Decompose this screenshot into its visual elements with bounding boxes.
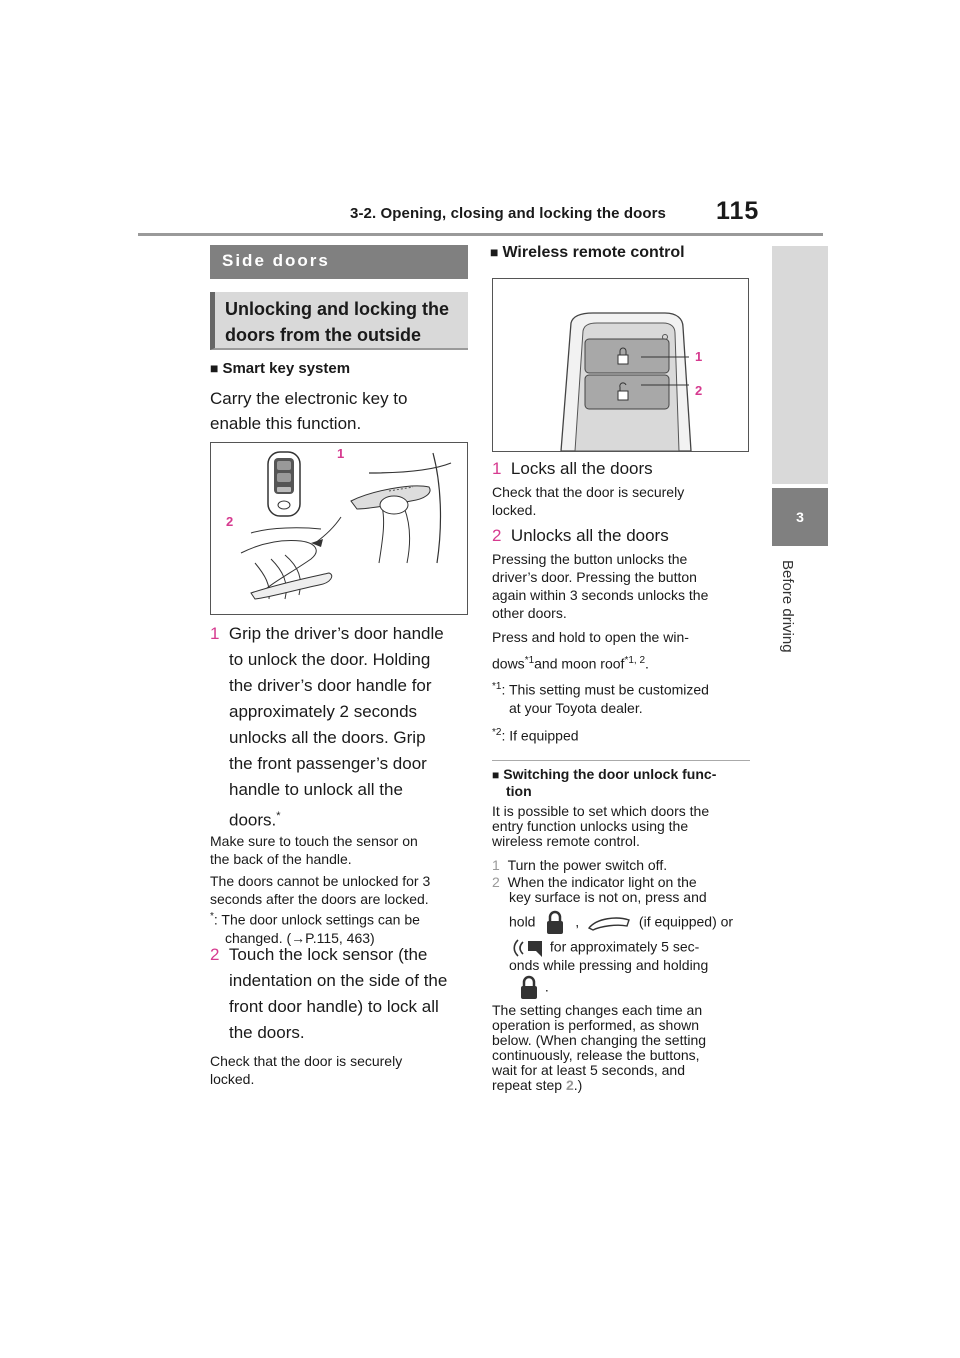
footnote-1: $^{*1}$: This setting must be customized at your Toyota dealer.: [492, 681, 709, 716]
footnote-2: $^{*2}$: If equipped: [492, 727, 579, 744]
smart-key-figure: [210, 442, 468, 615]
chapter-number: 3: [772, 488, 828, 546]
switch-step-2-panic: for approximately 5 sec-: [512, 937, 762, 959]
step-1-number: 1: [210, 624, 220, 643]
note-check-locked: Check that the door is securely locked.: [210, 1053, 403, 1087]
tailgate-icon: [587, 914, 631, 932]
section-title: 3-2. Opening, closing and locking the doors: [350, 205, 666, 222]
figure-label-1: 1: [337, 446, 345, 461]
lock-icon: [543, 910, 567, 936]
item-1-note: Check that the door is securely locked.: [492, 484, 685, 518]
footnote-settings: *: The door unlock settings can be changed. (→P.115, 463): [210, 911, 420, 946]
switch-intro: It is possible to set which doors the entry function unlocks using the wireless remote control.: [492, 803, 710, 849]
switch-step-2-icons: hold , (if equipped) or: [509, 910, 759, 936]
chapter-label: Before driving: [779, 560, 796, 653]
switch-step-2: 2 When the indicator light on the key surface is not on, press and: [492, 874, 707, 905]
note-sensor: Make sure to touch the sensor on the back of the handle.: [210, 833, 418, 867]
step-1: 1 Grip the driver’s door handle to unlock the door. Holding the driver’s door handle for approximately 2 seconds unlocks all the doors. Grip the front passenger’s door handle to unlock all the doors.*: [210, 624, 444, 830]
remote-key-illustration: [493, 279, 748, 451]
step-2-number: 2: [210, 945, 220, 964]
switch-unlock-heading: ■ Switching the door unlock func- tion: [492, 766, 717, 799]
switch-step-2-lock: .: [517, 975, 577, 1001]
hold-note: Press and hold to open the win- dows$^{*1}$and moon roof$^{*1, 2}$.: [492, 629, 689, 672]
item-2-note: Pressing the button unlocks the driver’s door. Pressing the button again within 3 seconds unlocks the other doors.: [492, 551, 709, 621]
smart-key-heading: ■ Smart key system: [210, 360, 351, 377]
page-number: 115: [716, 197, 760, 225]
item-1: 1 Locks all the doors: [492, 459, 653, 478]
unlock-lock-heading: Unlocking and locking the doors from the outside: [210, 292, 468, 350]
header-rule: [138, 233, 823, 236]
switch-closing: The setting changes each time an operation is performed, as shown below. (When changing the setting continuously, release the buttons, wait for at least 5 seconds, and repeat step 2.): [492, 1002, 707, 1093]
step-2: 2 Touch the lock sensor (the indentation on the side of the front door handle) to lock all the doors.: [210, 945, 448, 1042]
item-2: 2 Unlocks all the doors: [492, 526, 669, 545]
smart-key-intro: Carry the electronic key to enable this function.: [210, 389, 408, 433]
switch-step-1: 1 Turn the power switch off.: [492, 857, 668, 873]
chapter-tab-bar: [772, 246, 828, 484]
wireless-remote-figure: [492, 278, 749, 452]
wireless-heading: ■ Wireless remote control: [490, 244, 685, 261]
lock-icon: [517, 975, 541, 1001]
remote-label-1: 1: [695, 349, 703, 364]
square-bullet-icon: ■: [490, 244, 499, 260]
hand-door-handle-illustration: [211, 443, 467, 614]
switch-step-2-line5: onds while pressing and holding: [509, 957, 709, 973]
figure-label-2: 2: [226, 514, 234, 529]
square-bullet-icon: ■: [210, 360, 219, 376]
remote-label-2: 2: [695, 383, 703, 398]
section-divider: [492, 760, 750, 761]
note-cannot-unlock: The doors cannot be unlocked for 3 seconds after the doors are locked.: [210, 873, 431, 907]
side-doors-heading: Side doors: [210, 245, 468, 279]
